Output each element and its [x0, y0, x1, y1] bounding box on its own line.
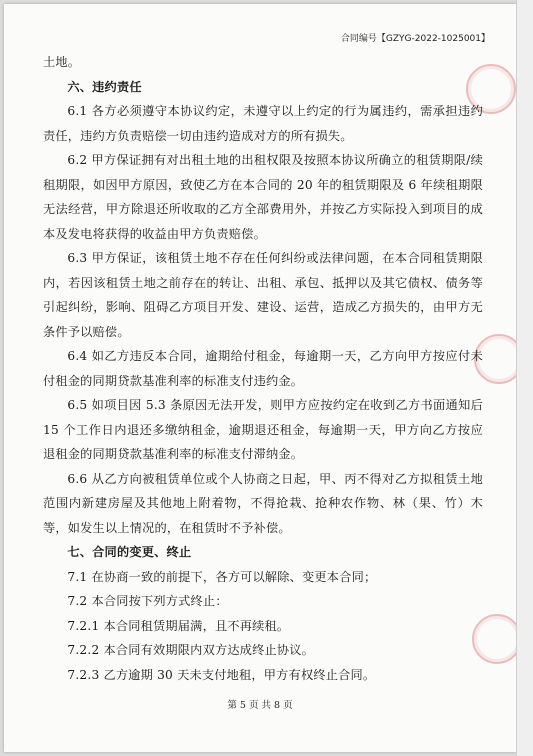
clause-6-2: 6.2 甲方保证拥有对出租土地的出租权限及按照本协议所确立的租赁期限/续租期限，如因甲方原因，致使乙方在本合同的 20 年的租赁期限及 6 年续租期限无法经营，甲方除退还所收取的乙方全部费用外，并按乙方实际投入到项目的成本及发电将获得的收益由甲方负责赔偿。 [43, 153, 483, 241]
document-page [4, 4, 516, 752]
contract-body [43, 50, 483, 687]
section-6-heading: 六、违约责任 [67, 79, 142, 94]
clause-6-3: 6.3 甲方保证，该租赁土地不存在任何纠纷或法律问题，在本合同租赁期限内，若因该租赁土地之前存在的转让、出租、承包、抵押以及其它债权、债务等引起纠纷，影响、阻碍乙方项目开发、建设、运营，造成乙方损失的，由甲方无条件予以赔偿。 [43, 251, 483, 339]
page-number: 第 5 页 共 8 页 [227, 700, 293, 711]
clause-7-2-3: 7.2.3 乙方逾期 30 天未支付地租，甲方有权终止合同。 [67, 667, 376, 682]
clause-7-2-2: 7.2.2 本合同有效期限内双方达成终止协议。 [67, 643, 315, 657]
page-edge-strip [516, 0, 533, 756]
clause-6-1: 6.1 各方必须遵守本协议约定，未遵守以上约定的行为属违约，需承担违约责任，违约方负责赔偿一切由违约造成对方的所有损失。 [43, 104, 483, 143]
clause-7-1: 7.1 在协商一致的前提下，各方可以解除、变更本合同； [67, 569, 377, 584]
clause-6-5: 6.5 如项目因 5.3 条原因无法开发，则甲方应按约定在收到乙方书面通知后 15 个工作日内退还多缴纳租金，逾期退还租金，每逾期一天，甲方向乙方按应退租金的同期贷款基准利率的标准支付滞纳金。 [43, 398, 483, 461]
clause-6-4: 6.4 如乙方违反本合同，逾期给付租金，每逾期一天，乙方向甲方按应付未付租金的同期贷款基准利率的标准支付违约金。 [43, 349, 483, 388]
paragraph-continuation: 土地。 [43, 55, 81, 69]
clause-6-6: 6.6 从乙方向被租赁单位或个人协商之日起，甲、丙不得对乙方拟租赁土地范围内新建房屋及其他地上附着物，不得抢栽、抢种农作物、林（果、竹）木等，如发生以上情况的，在租赁时不予补偿。 [43, 471, 483, 535]
contract-number: 合同编号【GZYG-2022-1025001】 [340, 34, 490, 44]
clause-7-2: 7.2 本合同按下列方式终止： [67, 594, 228, 608]
section-7-heading: 七、合同的变更、终止 [67, 545, 192, 559]
clause-7-2-1: 7.2.1 本合同租赁期届满，且不再续租。 [67, 618, 290, 633]
